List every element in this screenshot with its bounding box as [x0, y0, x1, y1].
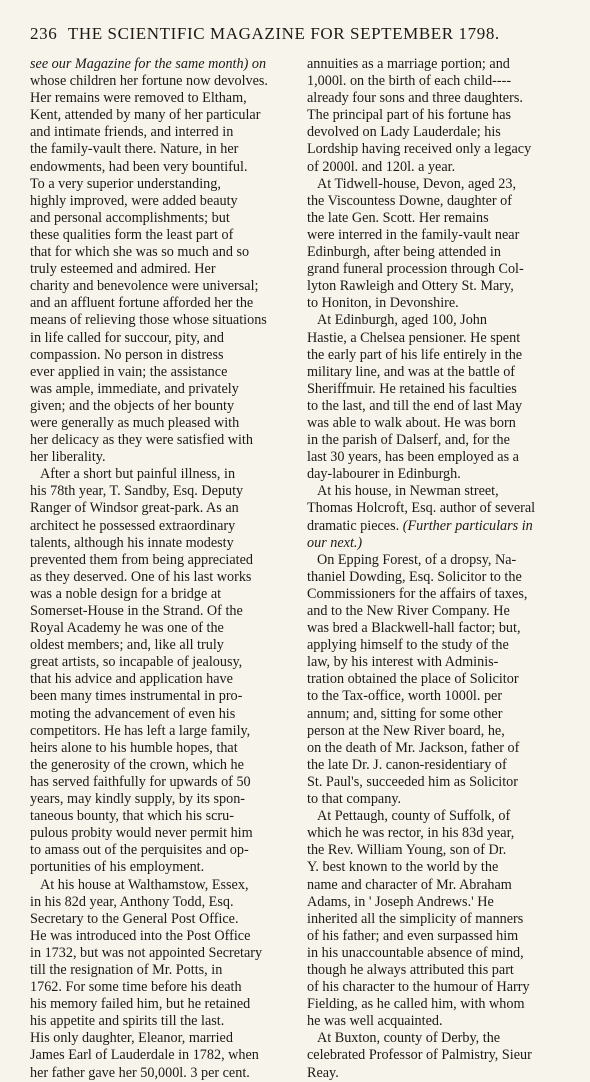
text-line: grand funeral procession through Col-	[307, 261, 524, 278]
text-line: of his character to the humour of Harry	[307, 979, 530, 996]
text-line: already four sons and three daughters.	[307, 90, 523, 107]
text-line: has served faithfully for upwards of 50	[30, 773, 251, 790]
text-line: her father gave her 50,000l. 3 per cent.	[30, 1064, 250, 1081]
text-line: Y. best known to the world by the	[307, 859, 499, 876]
text-line: of his father; and even surpassed him	[307, 927, 519, 944]
text-line: in life called for succour, pity, and	[30, 329, 224, 346]
text-line: see our Magazine for the same month) on	[30, 56, 267, 72]
text-line: in his unaccountable absence of mind,	[307, 944, 524, 961]
text-line: endowments, had been very bountiful.	[30, 158, 248, 175]
text-line: Sheriffmuir. He retained his faculties	[307, 380, 517, 397]
text-line: Somerset-House in the Strand. Of the	[30, 603, 243, 619]
text-line: Secretary to the General Post Office.	[30, 910, 239, 927]
text-line: military line, and was at the battle of	[307, 363, 516, 380]
text-line: taneous bounty, that which his scru-	[30, 808, 234, 825]
text-line: in his 82d year, Anthony Todd, Esq.	[30, 893, 234, 910]
text-line: At Tidwell-house, Devon, aged 23,	[317, 175, 517, 192]
text-line: law, by his interest with Adminis-	[307, 654, 499, 671]
text-line: years, may kindly supply, by its spon-	[30, 791, 246, 808]
text-line: last 30 years, has been employed as a	[307, 449, 519, 466]
text-line: charity and benevolence were universal;	[30, 278, 259, 295]
text-line: Hastie, a Chelsea pensioner. He spent	[307, 329, 521, 346]
text-line: portunities of his employment.	[30, 859, 205, 876]
text-line: After a short but painful illness, in	[40, 466, 236, 483]
text-line: the Viscountess Downe, daughter of	[307, 192, 512, 209]
text-line: Her remains were removed to Eltham,	[30, 90, 247, 107]
text-line: as they deserved. One of his last works	[30, 568, 252, 585]
text-line: The principal part of his fortune has	[307, 107, 512, 124]
text-line: whose children her fortune now devolves.	[30, 73, 268, 90]
page-header	[30, 24, 570, 44]
text-line: great artists, so incapable of jealousy,	[30, 654, 243, 671]
text-line: that for which she was so much and so	[30, 244, 250, 261]
text-line: to the Tax-office, worth 1000l. per	[307, 688, 503, 705]
text-line: 1,000l. on the birth of each child----	[307, 73, 512, 90]
text-line: was ample, immediate, and privately	[30, 380, 239, 397]
text-line: that his advice and application have	[30, 671, 233, 688]
text-line: Commissioners for the affairs of taxes,	[307, 585, 528, 602]
text-line: dramatic pieces. (Further particulars in	[307, 517, 533, 534]
text-line: the family-vault there. Nature, in her	[30, 141, 239, 158]
text-line: in the parish of Dalserf, and, for the	[307, 432, 510, 449]
running-title: THE SCIENTIFIC MAGAZINE FOR SEPTEMBER 1798.	[67, 24, 500, 43]
text-line: and an affluent fortune afforded her the	[30, 295, 254, 312]
text-line: means of relieving those whose situations	[30, 312, 267, 329]
text-line: oldest members; and, like all truly	[30, 637, 224, 654]
text-line: He was introduced into the Post Office	[30, 927, 251, 944]
text-line: given; and the objects of her bounty	[30, 397, 235, 414]
text-line: architect he possessed extraordinary	[30, 517, 236, 534]
text-line: to the last, and till the end of last May	[307, 397, 523, 414]
text-line: our next.)	[307, 534, 363, 551]
text-line: Lordship having received only a legacy	[307, 141, 532, 158]
text-line: of 2000l. and 120l. a year.	[307, 158, 456, 175]
text-line: was a noble design for a bridge at	[30, 585, 222, 602]
text-line: prevented them from being appreciated	[30, 551, 253, 568]
text-line: his memory failed him, but he retained	[30, 996, 251, 1013]
text-line: Edinburgh, after being attended in	[307, 244, 501, 261]
text-line: though he always attributed this part	[307, 961, 514, 978]
text-line: 1762. For some time before his death	[30, 979, 242, 996]
text-line: competitors. He has left a large family,	[30, 722, 251, 739]
text-line: and to the New River Company. He	[307, 603, 510, 619]
text-line: these qualities form the least part of	[30, 226, 234, 243]
text-line: day-labourer in Edinburgh.	[307, 466, 461, 483]
text-line: truly esteemed and admired. Her	[30, 261, 216, 278]
text-line: applying himself to the study of the	[307, 637, 509, 654]
text-line: Adams, in ' Joseph Andrews.' He	[307, 893, 494, 910]
text-line: At his house at Walthamstow, Essex,	[40, 876, 249, 893]
text-line: were interred in the family-vault near	[307, 226, 520, 243]
text-line: Thomas Holcroft, Esq. author of several	[307, 500, 536, 517]
text-line: heirs alone to his humble hopes, that	[30, 739, 238, 756]
text-line: her delicacy as they were satisfied with	[30, 432, 253, 449]
text-line: the generosity of the crown, which he	[30, 756, 244, 773]
text-line: to amass out of the perquisites and op-	[30, 842, 249, 859]
text-line: annuities as a marriage portion; and	[307, 56, 510, 72]
text-line: tration obtained the place of Solicitor	[307, 671, 519, 688]
text-line: was bred a Blackwell-hall factor; but,	[307, 620, 521, 637]
text-line: and personal accomplishments; but	[30, 209, 230, 226]
text-line: pulous probity would never permit him	[30, 825, 253, 842]
text-line: moting the advancement of even his	[30, 705, 236, 722]
text-line: the late Gen. Scott. Her remains	[307, 209, 489, 226]
page-number: 236	[30, 24, 58, 43]
text-line: person at the New River board, he,	[307, 722, 505, 739]
text-line: his 78th year, T. Sandby, Esq. Deputy	[30, 483, 244, 500]
text-line: till the resignation of Mr. Potts, in	[30, 961, 223, 978]
text-line: to Honiton, in Devonshire.	[307, 295, 459, 312]
text-line: her liberality.	[30, 449, 106, 466]
text-line: Ranger of Windsor great-park. As an	[30, 500, 239, 517]
text-line: lyton Rawleigh and Ottery St. Mary,	[307, 278, 514, 295]
right-column	[307, 56, 570, 1081]
text-line: devolved on Lady Lauderdale; his	[307, 124, 501, 141]
text-line: compassion. No person in distress	[30, 346, 224, 363]
text-line: annum; and, sitting for some other	[307, 705, 503, 722]
text-line: thaniel Dowding, Esq. Solicitor to the	[307, 568, 522, 585]
text-line: the early part of his life entirely in the	[307, 346, 523, 363]
text-line: and intimate friends, and interred in	[30, 124, 234, 141]
text-line: was able to walk about. He was born	[307, 414, 516, 431]
text-line: At Buxton, county of Derby, the	[317, 1030, 501, 1047]
text-line: Fielding, as he called him, with whom	[307, 996, 525, 1013]
text-line: been many times instrumental in pro-	[30, 688, 243, 705]
text-line: in 1732, but was not appointed Secretary	[30, 944, 263, 961]
text-line: Kent, attended by many of her particular	[30, 107, 261, 124]
text-line: were generally as much pleased with	[30, 414, 240, 431]
text-columns	[30, 56, 570, 1081]
text-line: he was well acquainted.	[307, 1013, 443, 1030]
text-line: talents, although his innate modesty	[30, 534, 234, 551]
text-line: the late Dr. J. canon-residentiary of	[307, 756, 507, 773]
text-line: ever applied in vain; the assistance	[30, 363, 228, 380]
text-line: St. Paul's, succeeded him as Solicitor	[307, 773, 519, 790]
text-line: Royal Academy he was one of the	[30, 620, 224, 637]
text-line: his appetite and spirits till the last.	[30, 1013, 225, 1030]
text-line: His only daughter, Eleanor, married	[30, 1030, 233, 1047]
text-line: Reay.	[307, 1064, 339, 1081]
left-column	[30, 56, 298, 1081]
text-line: to that company.	[307, 791, 402, 808]
text-line: James Earl of Lauderdale in 1782, when	[30, 1047, 259, 1064]
text-line: on the death of Mr. Jackson, father of	[307, 739, 520, 756]
text-line: inherited all the simplicity of manners	[307, 910, 524, 927]
text-line: To a very superior understanding,	[30, 175, 221, 192]
text-line: At Edinburgh, aged 100, John	[317, 312, 487, 329]
text-line: On Epping Forest, of a dropsy, Na-	[317, 551, 517, 568]
text-line: At his house, in Newman street,	[317, 483, 499, 500]
text-line: highly improved, were added beauty	[30, 192, 238, 209]
text-line: name and character of Mr. Abraham	[307, 876, 512, 893]
text-line: the Rev. William Young, son of Dr.	[307, 842, 507, 859]
text-line: which he was rector, in his 83d year,	[307, 825, 515, 842]
text-line: At Pettaugh, county of Suffolk, of	[317, 808, 511, 825]
text-line: celebrated Professor of Palmistry, Sieur	[307, 1047, 532, 1064]
